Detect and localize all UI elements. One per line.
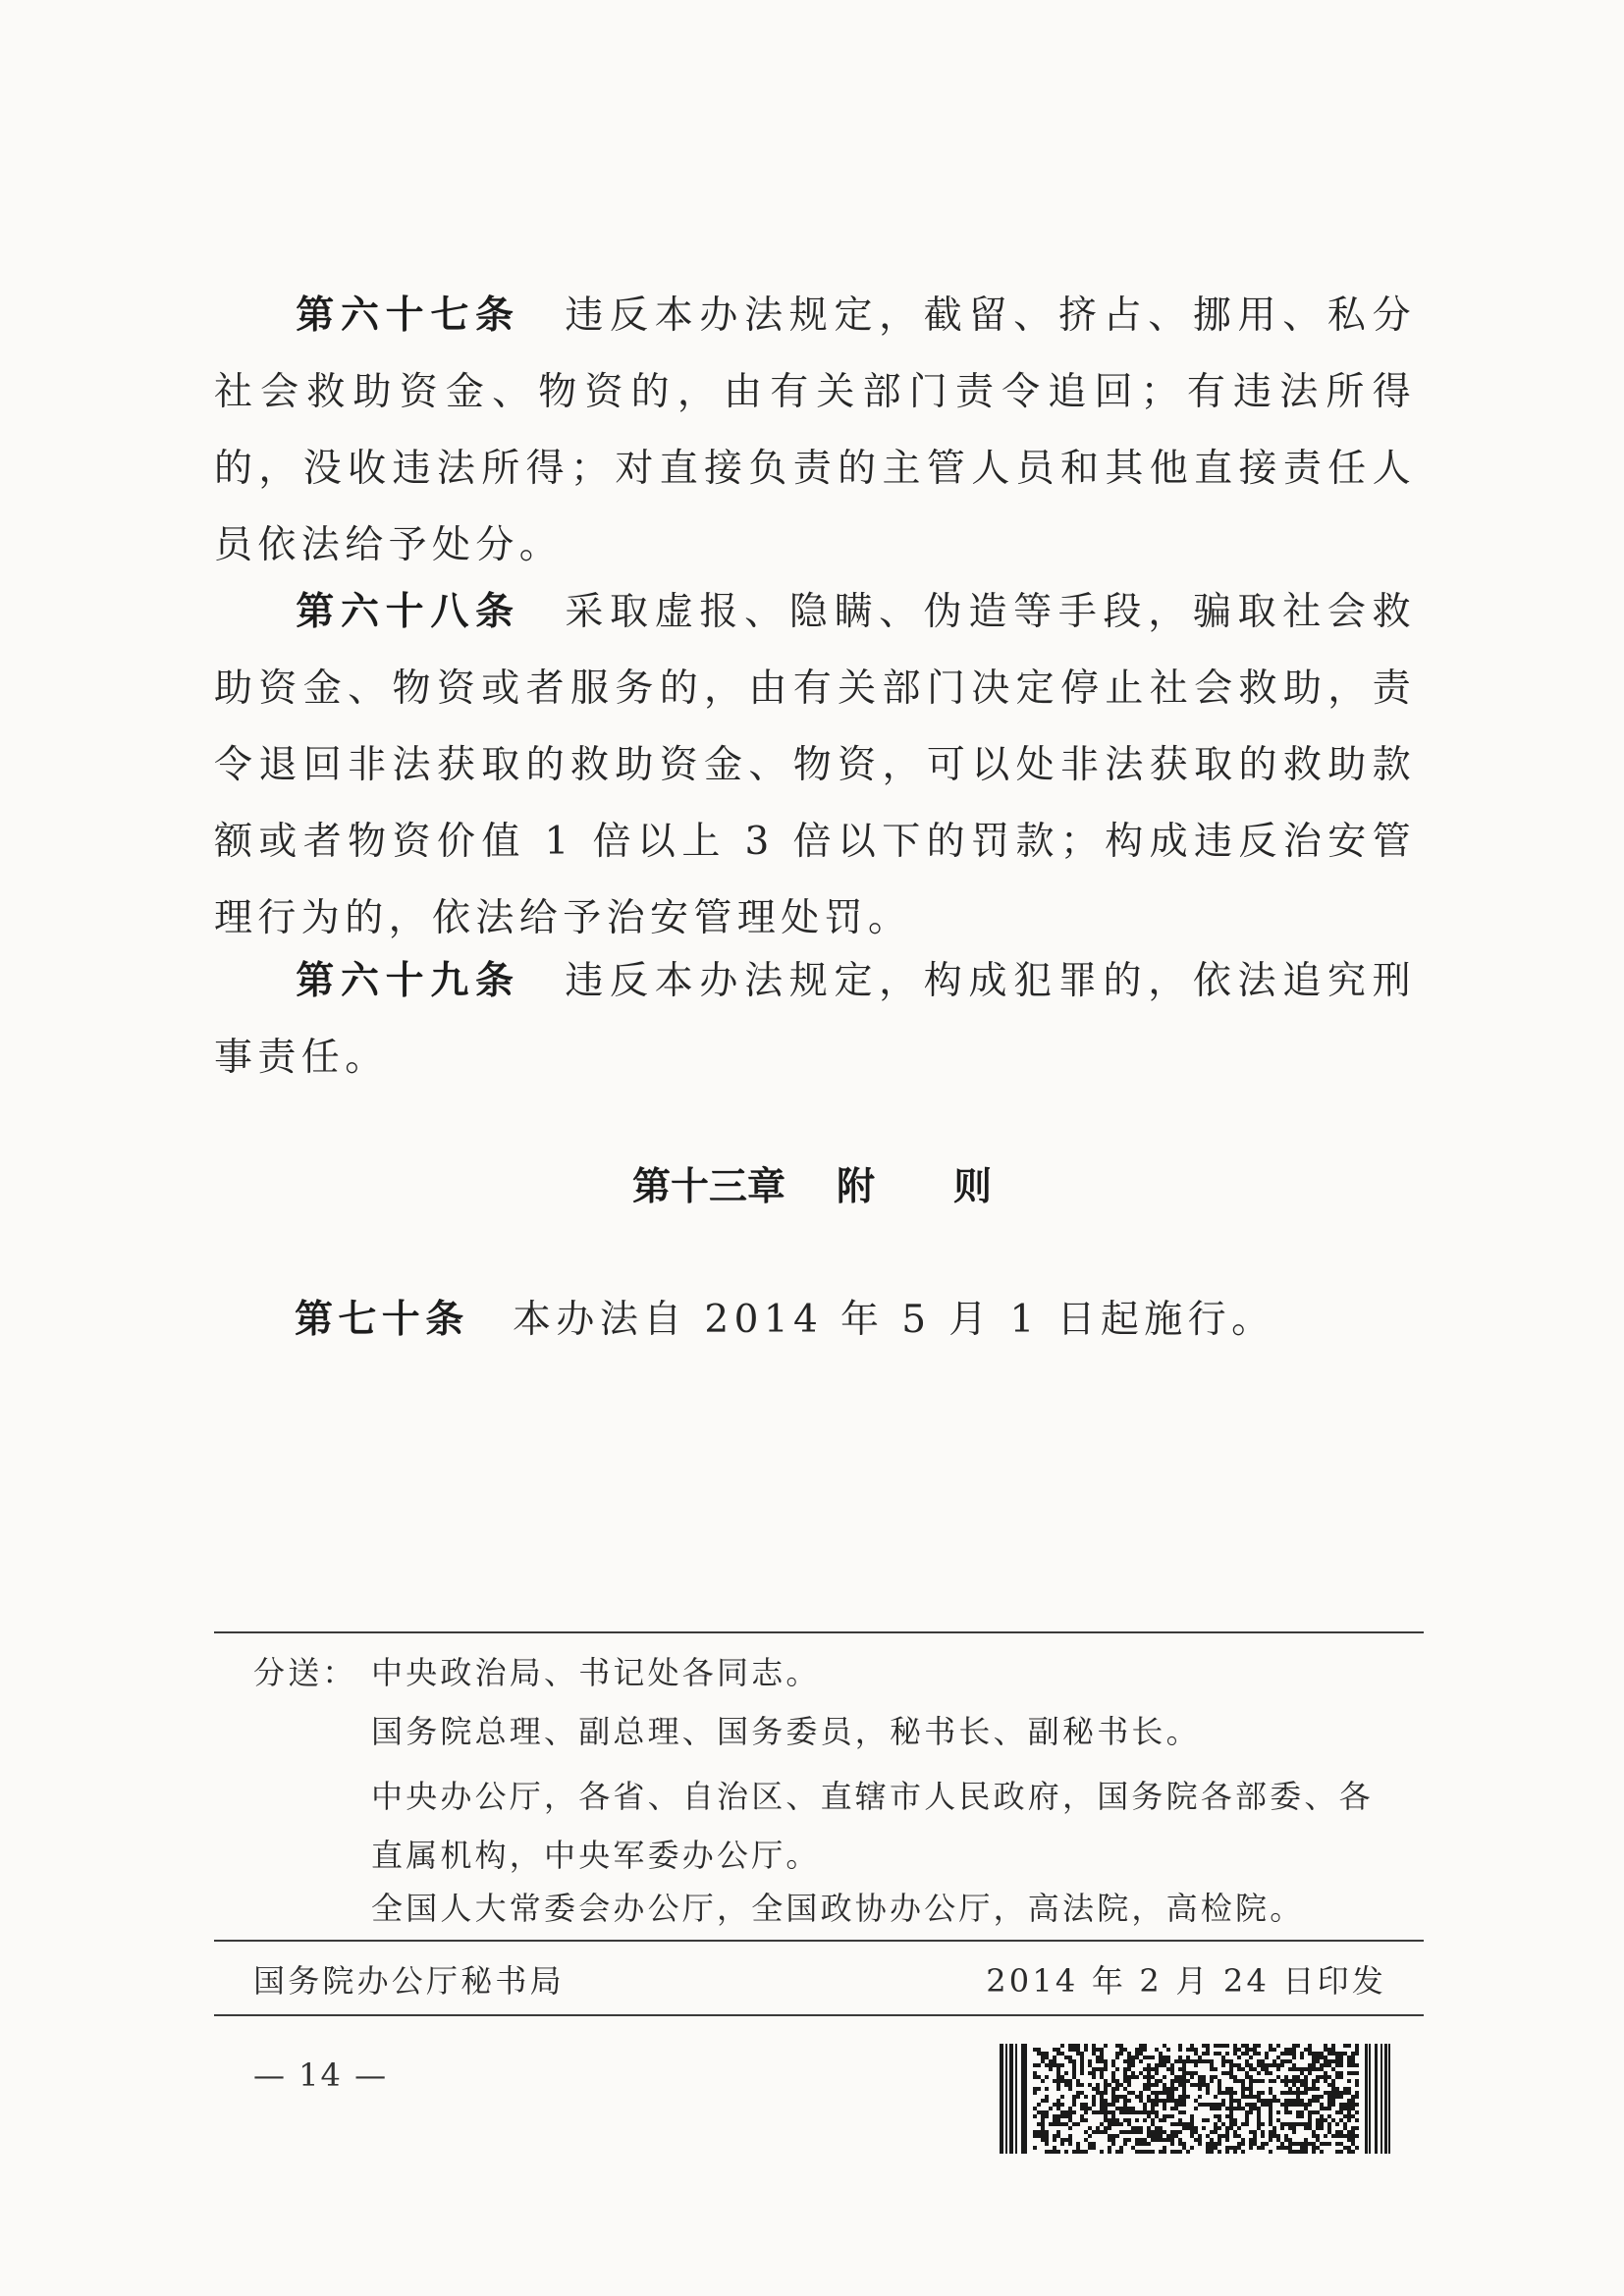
article-70 [214,1282,1416,1359]
article-69 [214,943,1416,1096]
article-text: 违反本办法规定，构成犯罪的，依法追究刑事责任。 [214,959,1416,1080]
issuer: 国务院办公厅秘书局 [253,1962,565,2000]
chapter-title-part2: 则 [953,1165,993,1209]
distribution-label: 分送： [253,1654,357,1691]
barcode-icon [1000,2044,1390,2154]
article-number: 第七十条 [295,1298,469,1342]
article-number: 第六十八条 [295,590,520,634]
article-67 [214,278,1416,584]
distribution-line: 国务院总理、副总理、国务委员，秘书长、副秘书长。 [371,1713,1201,1750]
article-68 [214,574,1416,957]
page-number: — 14 — [253,2056,389,2094]
distribution-line: 全国人大常委会办公厅，全国政协办公厅，高法院，高检院。 [371,1890,1305,1927]
chapter-number: 第十三章 [631,1165,785,1209]
issue-date: 2014 年 2 月 24 日印发 [986,1962,1386,2000]
article-text: 采取虚报、隐瞒、伪造等手段，骗取社会救助资金、物资或者服务的，由有关部门决定停止社会救助，责令退回非法获取的救助资金、物资，可以处非法获取的救助款额或者物资价值 1 倍以上 3 倍以下的罚款；构成违反治安管理行为的，依法给予治安管理处罚。 [214,590,1416,940]
distribution-line: 中央政治局、书记处各同志。 [371,1654,821,1691]
divider-middle [214,1940,1424,1942]
divider-bottom [214,2014,1424,2016]
article-text: 违反本办法规定，截留、挤占、挪用、私分社会救助资金、物资的，由有关部门责令追回；有违法所得的，没收违法所得；对直接负责的主管人员和其他直接责任人员依法给予处分。 [214,294,1416,567]
article-text: 本办法自 2014 年 5 月 1 日起施行。 [513,1298,1275,1342]
chapter-heading [0,1158,1624,1217]
distribution-line: 中央办公厅，各省、自治区、直辖市人民政府，国务院各部委、各直属机构，中央军委办公厅。 [371,1778,1374,1874]
chapter-title-part1: 附 [836,1165,875,1209]
article-number: 第六十九条 [295,959,520,1003]
divider-top [214,1631,1424,1633]
article-number: 第六十七条 [295,294,520,338]
